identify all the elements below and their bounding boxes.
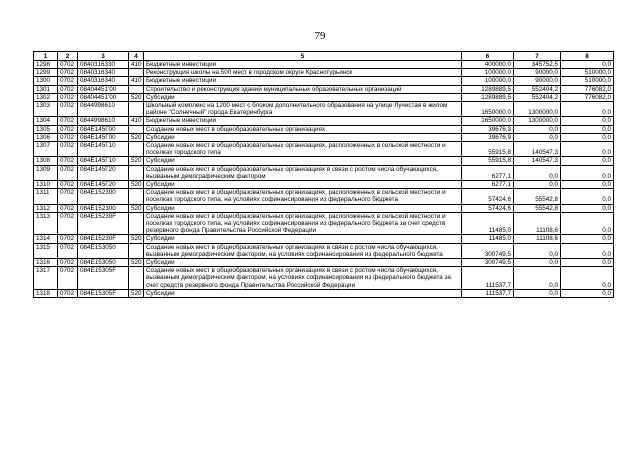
section-code-cell: 0702 [58, 235, 78, 243]
amount-cell: 0,0 [514, 133, 561, 141]
amount-cell: 300749,5 [462, 259, 514, 267]
page-number: 79 [314, 30, 326, 42]
expense-kind-cell [129, 243, 144, 258]
amount-cell: 6277,1 [462, 181, 514, 189]
header-cell: 8 [561, 52, 614, 61]
article-code-cell: 0844998610 [78, 117, 129, 125]
amount-cell: 100000,0 [462, 69, 514, 77]
header-cell: 7 [514, 52, 561, 61]
amount-cell: 0,0 [514, 243, 561, 258]
table-row [34, 93, 614, 101]
table-row [34, 157, 614, 165]
article-code-cell: 084E145Г20 [78, 181, 129, 189]
amount-cell: 55542,8 [514, 189, 561, 204]
expense-kind-cell [129, 212, 144, 235]
header-row [34, 52, 614, 61]
expense-kind-cell: 520 [129, 93, 144, 101]
amount-cell: 111537,7 [462, 267, 514, 290]
name-cell: Субсидии [144, 181, 462, 189]
expense-kind-cell [129, 267, 144, 290]
amount-cell: 0,0 [561, 189, 614, 204]
table-row [34, 102, 614, 117]
row-number-cell: 1317 [34, 267, 58, 290]
section-code-cell: 0702 [58, 85, 78, 93]
name-cell: Бюджетные инвестиции [144, 77, 462, 85]
amount-cell: 0,0 [514, 165, 561, 180]
article-code-cell: 084E152300 [78, 189, 129, 204]
amount-cell: 111537,7 [462, 289, 514, 297]
expense-kind-cell: 520 [129, 133, 144, 141]
amount-cell: 100000,0 [462, 77, 514, 85]
table-row [34, 204, 614, 212]
amount-cell: 0,0 [561, 157, 614, 165]
article-code-cell: 084E152300 [78, 204, 129, 212]
amount-cell: 0,0 [561, 142, 614, 157]
table-row [34, 267, 614, 290]
section-code-cell: 0702 [58, 189, 78, 204]
row-number-cell: 1308 [34, 157, 58, 165]
section-code-cell: 0702 [58, 142, 78, 157]
expense-kind-cell [129, 142, 144, 157]
amount-cell: 55542,8 [514, 204, 561, 212]
name-cell: Строительство и реконструкция зданий муниципальных образовательных организаций [144, 85, 462, 93]
amount-cell: 55915,8 [462, 157, 514, 165]
row-number-cell: 1309 [34, 165, 58, 180]
amount-cell: 552404,2 [514, 93, 561, 101]
amount-cell: 90000,0 [514, 77, 561, 85]
amount-cell: 0,0 [561, 117, 614, 125]
row-number-cell: 1306 [34, 133, 58, 141]
name-cell: Создание новых мест в общеобразовательных организациях, расположенных в сельской местности и поселках городского типа, на условиях софинансирования из федерального бюджета за счет средств резервного фонда Правительства Российской Федерации [144, 212, 462, 235]
table-row [34, 117, 614, 125]
row-number-cell: 1314 [34, 235, 58, 243]
table-row [34, 243, 614, 258]
article-code-cell: 084E145Г10 [78, 157, 129, 165]
amount-cell: 11108,6 [514, 212, 561, 235]
row-number-cell: 1315 [34, 243, 58, 258]
amount-cell: 0,0 [561, 243, 614, 258]
section-code-cell: 0702 [58, 289, 78, 297]
name-cell: Субсидии [144, 289, 462, 297]
expense-kind-cell [129, 85, 144, 93]
amount-cell: 1300000,0 [514, 117, 561, 125]
section-code-cell: 0702 [58, 61, 78, 69]
amount-cell: 0,0 [514, 267, 561, 290]
table-row [34, 61, 614, 69]
amount-cell: 0,0 [514, 181, 561, 189]
name-cell: Создание новых мест в общеобразовательных организациях в связи с ростом числа обучающихся, вызванным демографическим фактором, на условиях софинансирования из федерального бюджета [144, 243, 462, 258]
article-code-cell: 0840316340 [78, 77, 129, 85]
table-row [34, 289, 614, 297]
section-code-cell: 0702 [58, 93, 78, 101]
article-code-cell: 0840316330 [78, 61, 129, 69]
name-cell: Создание новых мест в общеобразовательных организациях в связи с ростом числа обучающихся, вызванным демографическим фактором, на условиях софинансирования из федерального бюджета за счет средств резервного фонда Правительства Российской Федерации [144, 267, 462, 290]
row-number-cell: 1300 [34, 77, 58, 85]
section-code-cell: 0702 [58, 117, 78, 125]
section-code-cell: 0702 [58, 259, 78, 267]
expense-kind-cell: 520 [129, 204, 144, 212]
amount-cell: 11108,6 [514, 235, 561, 243]
name-cell: Бюджетные инвестиции [144, 117, 462, 125]
row-number-cell: 1310 [34, 181, 58, 189]
amount-cell: 90000,0 [514, 69, 561, 77]
amount-cell: 140547,3 [514, 142, 561, 157]
table-row [34, 165, 614, 180]
name-cell: Создание новых мест в общеобразовательных организациях [144, 125, 462, 133]
section-code-cell: 0702 [58, 267, 78, 290]
amount-cell: 0,0 [561, 259, 614, 267]
name-cell: Субсидии [144, 157, 462, 165]
amount-cell: 0,0 [561, 61, 614, 69]
amount-cell: 57424,6 [462, 189, 514, 204]
article-code-cell: 084E153050 [78, 243, 129, 258]
amount-cell: 0,0 [561, 165, 614, 180]
name-cell: Субсидии [144, 259, 462, 267]
table-row [34, 69, 614, 77]
header-cell: 5 [144, 52, 462, 61]
amount-cell: 400000,0 [462, 61, 514, 69]
amount-cell: 0,0 [561, 289, 614, 297]
amount-cell: 300749,5 [462, 243, 514, 258]
amount-cell: 510000,0 [561, 77, 614, 85]
table-row [34, 212, 614, 235]
row-number-cell: 1298 [34, 61, 58, 69]
section-code-cell: 0702 [58, 181, 78, 189]
section-code-cell: 0702 [58, 243, 78, 258]
amount-cell: 55915,8 [462, 142, 514, 157]
amount-cell: 1300000,0 [514, 102, 561, 117]
section-code-cell: 0702 [58, 69, 78, 77]
expense-kind-cell: 410 [129, 117, 144, 125]
amount-cell: 0,0 [561, 133, 614, 141]
amount-cell: 11485,0 [462, 235, 514, 243]
amount-cell: 1650000,0 [462, 117, 514, 125]
name-cell: Бюджетные инвестиции [144, 61, 462, 69]
table-row [34, 77, 614, 85]
row-number-cell: 1316 [34, 259, 58, 267]
amount-cell: 1650000,0 [462, 102, 514, 117]
row-number-cell: 1301 [34, 85, 58, 93]
amount-cell: 6277,1 [462, 165, 514, 180]
table-row [34, 125, 614, 133]
table-row [34, 85, 614, 93]
row-number-cell: 1312 [34, 204, 58, 212]
amount-cell: 0,0 [514, 289, 561, 297]
amount-cell: 1289889,5 [462, 85, 514, 93]
amount-cell: 552404,2 [514, 85, 561, 93]
amount-cell: 776082,0 [561, 85, 614, 93]
table-row [34, 133, 614, 141]
expense-kind-cell: 520 [129, 235, 144, 243]
amount-cell: 0,0 [514, 125, 561, 133]
amount-cell: 0,0 [561, 125, 614, 133]
row-number-cell: 1318 [34, 289, 58, 297]
expense-kind-cell [129, 69, 144, 77]
row-number-cell: 1303 [34, 102, 58, 117]
row-number-cell: 1302 [34, 93, 58, 101]
row-number-cell: 1311 [34, 189, 58, 204]
section-code-cell: 0702 [58, 133, 78, 141]
table-row [34, 189, 614, 204]
name-cell: Создание новых мест в общеобразовательных организациях в связи с ростом числа обучающихся, вызванным демографическим фактором [144, 165, 462, 180]
section-code-cell: 0702 [58, 165, 78, 180]
amount-cell: 11485,0 [462, 212, 514, 235]
section-code-cell: 0702 [58, 125, 78, 133]
table-body [34, 61, 614, 298]
header-cell: 3 [78, 52, 129, 61]
expense-kind-cell: 520 [129, 181, 144, 189]
amount-cell: 510000,0 [561, 69, 614, 77]
amount-cell: 0,0 [561, 102, 614, 117]
name-cell: Субсидии [144, 93, 462, 101]
row-number-cell: 1313 [34, 212, 58, 235]
amount-cell: 39676,9 [462, 133, 514, 141]
section-code-cell: 0702 [58, 212, 78, 235]
article-code-cell: 084E145Г20 [78, 165, 129, 180]
article-code-cell: 084E145Г00 [78, 133, 129, 141]
section-code-cell: 0702 [58, 77, 78, 85]
name-cell: Реконструкция школы на 500 мест в городском округе Краснотурьинск [144, 69, 462, 77]
table-row [34, 235, 614, 243]
expense-kind-cell [129, 165, 144, 180]
article-code-cell: 084E15305F [78, 267, 129, 290]
expense-kind-cell: 520 [129, 157, 144, 165]
header-cell: 2 [58, 52, 78, 61]
table-row [34, 181, 614, 189]
amount-cell: 345752,5 [514, 61, 561, 69]
name-cell: Школьный комплекс на 1200 мест с блоком дополнительного образования на улице Лучистая в жилом районе "Солнечный" города Екатеринбурга [144, 102, 462, 117]
row-number-cell: 1299 [34, 69, 58, 77]
article-code-cell: 084E15230F [78, 212, 129, 235]
expense-kind-cell [129, 102, 144, 117]
header-cell: 6 [462, 52, 514, 61]
amount-cell: 0,0 [561, 212, 614, 235]
section-code-cell: 0702 [58, 102, 78, 117]
name-cell: Создание новых мест в общеобразовательных организациях, расположенных в сельской местности и поселках городского типа [144, 142, 462, 157]
budget-table [33, 51, 614, 298]
section-code-cell: 0702 [58, 157, 78, 165]
name-cell: Субсидии [144, 204, 462, 212]
article-code-cell: 0840316340 [78, 69, 129, 77]
section-code-cell: 0702 [58, 204, 78, 212]
expense-kind-cell [129, 125, 144, 133]
article-code-cell: 084E153050 [78, 259, 129, 267]
article-code-cell: 084E145Г10 [78, 142, 129, 157]
row-number-cell: 1307 [34, 142, 58, 157]
name-cell: Субсидии [144, 133, 462, 141]
expense-kind-cell [129, 189, 144, 204]
expense-kind-cell: 410 [129, 61, 144, 69]
amount-cell: 0,0 [561, 204, 614, 212]
expense-kind-cell: 520 [129, 289, 144, 297]
expense-kind-cell: 410 [129, 77, 144, 85]
table-row [34, 142, 614, 157]
article-code-cell: 0844998610 [78, 102, 129, 117]
expense-kind-cell: 520 [129, 259, 144, 267]
amount-cell: 0,0 [561, 267, 614, 290]
table-row [34, 259, 614, 267]
article-code-cell: 084E15305F [78, 289, 129, 297]
amount-cell: 0,0 [561, 235, 614, 243]
name-cell: Субсидии [144, 235, 462, 243]
article-code-cell: 08404451'00 [78, 85, 129, 93]
article-code-cell: 084E145Г00 [78, 125, 129, 133]
article-code-cell: 084E15230F [78, 235, 129, 243]
amount-cell: 1289889,5 [462, 93, 514, 101]
row-number-cell: 1305 [34, 125, 58, 133]
amount-cell: 39676,9 [462, 125, 514, 133]
header-cell: 1 [34, 52, 58, 61]
header-cell: 4 [129, 52, 144, 61]
amount-cell: 0,0 [514, 259, 561, 267]
amount-cell: 140547,3 [514, 157, 561, 165]
amount-cell: 776082,0 [561, 93, 614, 101]
amount-cell: 0,0 [561, 181, 614, 189]
amount-cell: 57424,6 [462, 204, 514, 212]
name-cell: Создание новых мест в общеобразовательных организациях, расположенных в сельской местности и поселках городского типа, на условиях софинансирования из федерального бюджета [144, 189, 462, 204]
article-code-cell: 08404451'00 [78, 93, 129, 101]
row-number-cell: 1304 [34, 117, 58, 125]
